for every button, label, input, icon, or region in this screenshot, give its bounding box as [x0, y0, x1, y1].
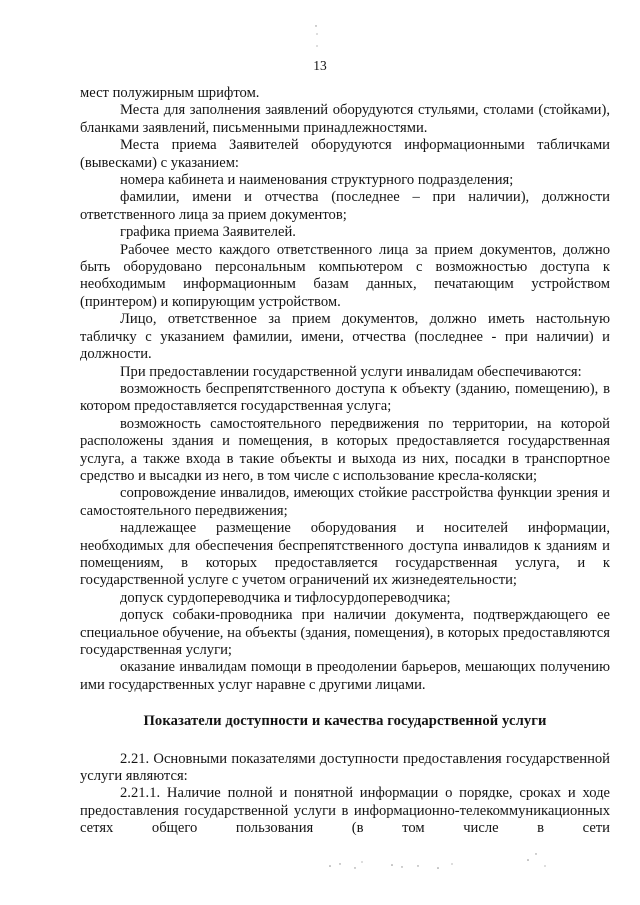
section-heading: Показатели доступности и качества государственной услуги: [143, 713, 547, 730]
paragraph: 2.21.1. Наличие полной и понятной информации о порядке, сроках и ходе предоставления государственной услуги в информационно-телекоммуникационных сетях общего пользования (в том числе в сети: [80, 785, 610, 837]
document-body: [80, 85, 610, 838]
paragraph: Лицо, ответственное за прием документов, должно иметь настольную табличку с указанием фамилии, имени, отчества (последнее - при наличии) и должности.: [80, 311, 610, 363]
paragraph: мест полужирным шрифтом.: [80, 85, 260, 101]
paragraph: При предоставлении государственной услуги инвалидам обеспечиваются:: [120, 363, 582, 380]
paragraph: Места приема Заявителей оборудуются информационными табличками (вывесками) с указанием:: [80, 137, 610, 171]
paragraph: Рабочее место каждого ответственного лица за прием документов, должно быть оборудовано персональным компьютером с возможностью доступа к необходимым информационным базам данных, печатающим устройством (принтером) и копирующим устройством.: [80, 241, 610, 310]
paragraph: фамилии, имени и отчества (последнее – при наличии), должности ответственного лица за прием документов;: [80, 189, 610, 223]
paragraph: 2.21. Основными показателями доступности предоставления государственной услуги являются:: [80, 750, 610, 785]
paragraph: Места для заполнения заявлений оборудуются стульями, столами (стойками), бланками заявлений, письменными принадлежностями.: [80, 102, 610, 136]
paragraph: надлежащее размещение оборудования и носителей информации, необходимых для обеспечения беспрепятственного доступа инвалидов к зданиям и помещениям, в которых предоставляется государственная услуга, и к государственной услуге с учетом ограничений их жизнедеятельности;: [80, 520, 610, 589]
paragraph: допуск сурдопереводчика и тифлосурдопереводчика;: [120, 589, 451, 606]
paragraph: номера кабинета и наименования структурного подразделения;: [120, 172, 514, 189]
paragraph: возможность самостоятельного передвижения по территории, на которой расположены здания и помещения, в которых предоставляется государственная услуга, а также входа в такие объекты и выхода из них, посадки в транспортное средство и высадки из него, в том числе с использование кресла-коляски;: [80, 415, 610, 484]
page-number: 13: [313, 58, 327, 73]
paragraph: оказание инвалидам помощи в преодолении барьеров, мешающих получению ими государственных услуг наравне с другими лицами.: [80, 659, 610, 693]
paragraph: возможность беспрепятственного доступа к объекту (зданию, помещению), в котором предоставляется государственная услуга;: [80, 380, 610, 415]
paragraph: допуск собаки-проводника при наличии документа, подтверждающего ее специальное обучение, на объекты (здания, помещения), в которых предоставляются государственная услуги;: [80, 607, 610, 658]
paragraph: сопровождение инвалидов, имеющих стойкие расстройства функции зрения и самостоятельного передвижения;: [80, 485, 610, 519]
paragraph: графика приема Заявителей.: [120, 224, 296, 241]
